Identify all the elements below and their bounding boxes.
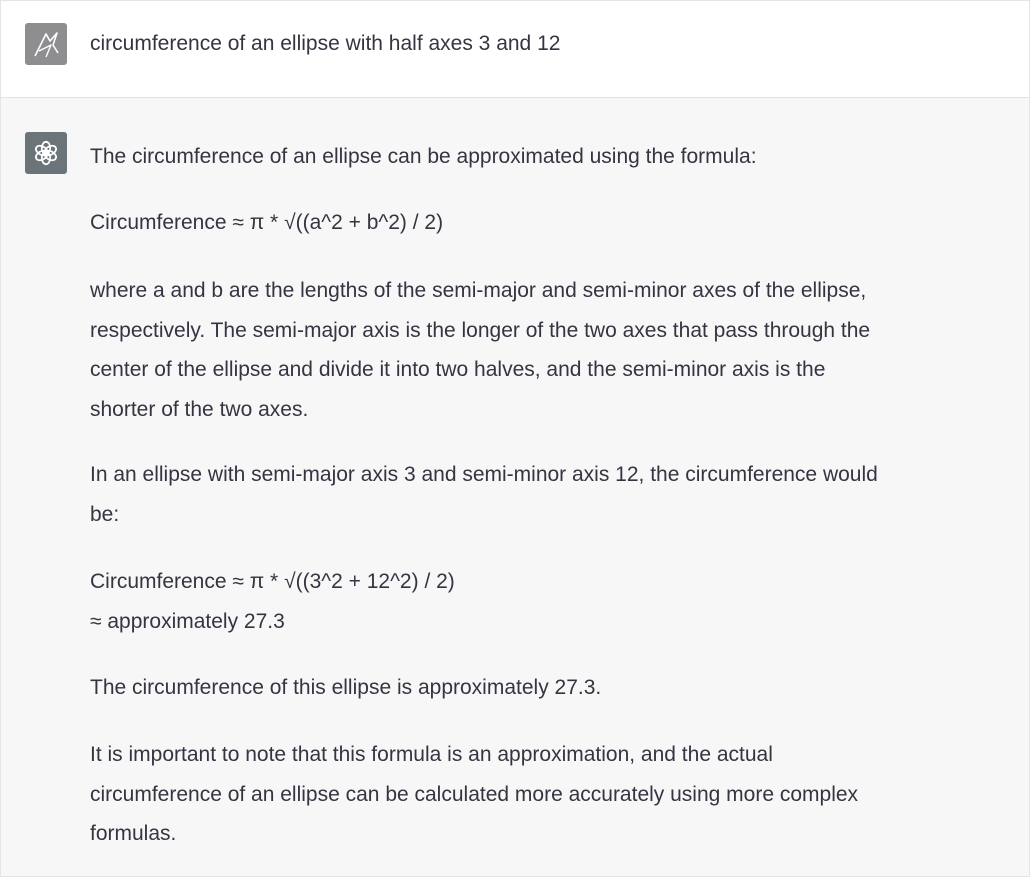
result-paragraph: The circumference of this ellipse is approximately 27.3. [90,676,602,699]
note-paragraph: It is important to note that this formula is an approximation, and the actual circumference of an ellipse can be calculated more accurately using more complex formulas. [90,743,859,845]
user-message-row [1,1,1029,98]
openai-logo-icon [25,132,67,174]
example-paragraph: In an ellipse with semi-major axis 3 and semi-minor axis 12, the circumference would be: [90,463,878,526]
user-message-text: circumference of an ellipse with half axes 3 and 12 [90,32,561,55]
intro-paragraph: The circumference of an ellipse can be approximated using the formula: [90,145,757,168]
assistant-message-row [1,98,1029,876]
explanation-paragraph: where a and b are the lengths of the semi-major and semi-minor axes of the ellipse, respectively. The semi-major axis is the longer of the two axes that pass through the center of the ellipse and divide it into two halves, and the semi-minor axis is the shorter of the two axes. [90,279,871,421]
calculation-paragraph: Circumference ≈ π * √((3^2 + 12^2) / 2) ≈ approximately 27.3 [90,570,455,633]
formula-paragraph: Circumference ≈ π * √((a^2 + b^2) / 2) [90,211,444,234]
user-avatar-icon [25,23,67,65]
